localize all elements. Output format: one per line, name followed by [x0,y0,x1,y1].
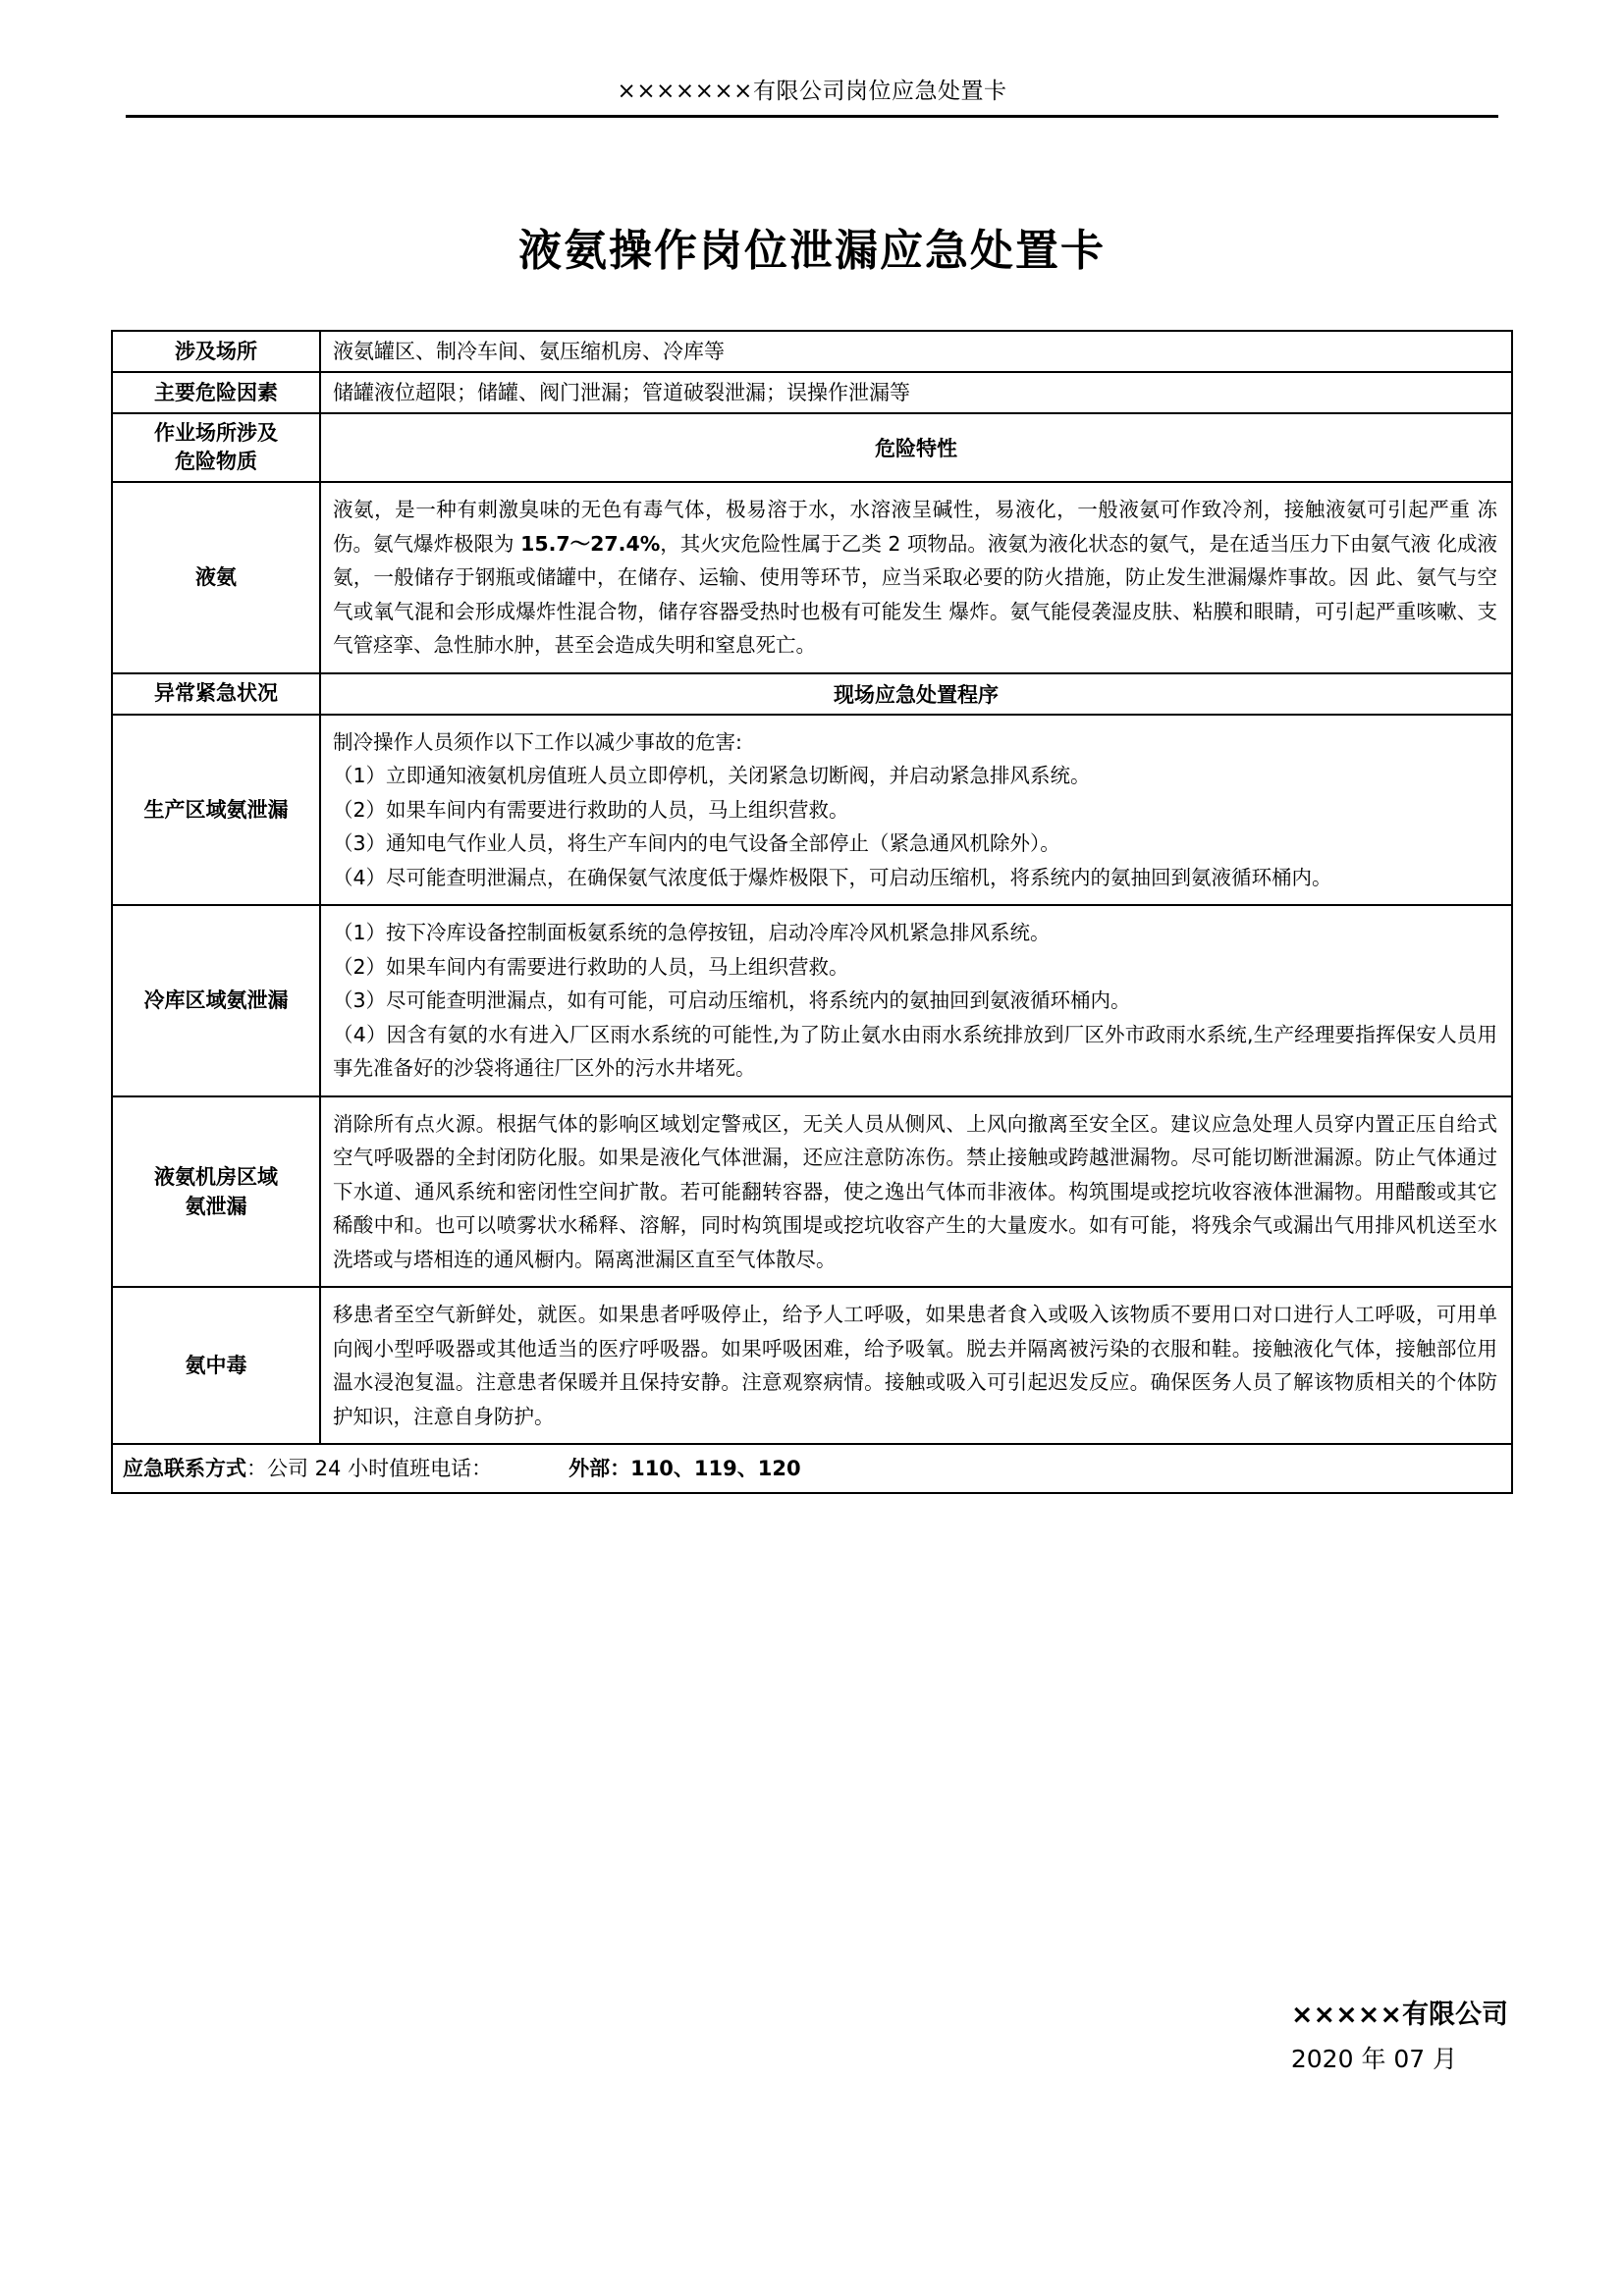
table-row-coldstore-area-leak [112,905,1512,1096]
row-label-hazard-substance [112,413,320,482]
signature-date: 2020 年 07 月 [1290,2045,1458,2073]
row-label-machineroom-area-leak: 液氨机房区域 氨泄漏 [112,1096,320,1288]
table-row-ammonia-poisoning [112,1287,1512,1444]
row-value-procedure-title: 现场应急处置程序 [320,673,1512,715]
table-row-production-area-leak [112,715,1512,906]
row-value-hazard-characteristics: 危险特性 [320,413,1512,482]
row-value-ammonia-description [320,482,1512,673]
row-value-coldstore-area-leak [320,905,1512,1096]
ammonia-explosion-limit: 15.7～27.4% [520,531,661,556]
row-value-hazard-factors: 储罐液位超限；储罐、阀门泄漏；管道破裂泄漏；误操作泄漏等 [320,372,1512,413]
row-value-ammonia-poisoning [320,1287,1512,1444]
row-label-ammonia-poisoning: 氨中毒 [112,1287,320,1444]
row-label-site: 涉及场所 [112,331,320,372]
procedure-line: 移患者至空气新鲜处，就医。如果患者呼吸停止，给予人工呼吸，如果患者食入或吸入该物质不要用口对口进行人工呼吸，可用单向阀小型呼吸器或其他适当的医疗呼吸器。如果呼吸困难，给予吸氧。脱去并隔离被污染的衣服和鞋。接触液化气体，接触部位用温水浸泡复温。注意患者保暖并且保持安静。注意观察病情。接触或吸入可引起迟发反应。确保医务人员了解该物质相关的个体防护知识，注意自身防护。 [333,1303,1497,1428]
emergency-contact-cell [112,1444,1512,1493]
procedure-line: 消除所有点火源。根据气体的影响区域划定警戒区，无关人员从侧风、上风向撤离至安全区。建议应急处理人员穿内置正压自给式空气呼吸器的全封闭防化服。如果是液化气体泄漏，还应注意防冻伤。禁止接触或跨越泄漏物。尽可能切断泄漏源。防止气体通过下水道、通风系统和密闭性空间扩散。若可能翻转容器，使之逸出气体而非液体。构筑围堤或挖坑收容液体泄漏物。用醋酸或其它稀酸中和。也可以喷雾状水稀释、溶解，同时构筑围堤或挖坑收容产生的大量废水。如有可能，将残余气或漏出气用排风机送至水洗塔或与塔相连的通风橱内。隔离泄漏区直至气体散尽。 [333,1111,1497,1271]
table-row-site [112,331,1512,372]
page-header: ×××××××有限公司岗位应急处置卡 [617,79,1007,104]
procedure-line: （4）因含有氨的水有进入厂区雨水系统的可能性,为了防止氨水由雨水系统排放到厂区外市政雨水系统,生产经理要指挥保安人员用事先准备好的沙袋将通往厂区外的污水井堵死。 [333,1022,1497,1080]
header-divider [126,115,1498,118]
table-row-hazard-header [112,413,1512,482]
contact-external: 外部：110、119、120 [568,1457,801,1480]
ammonia-text-part1: 液氨，是一种有刺激臭味的无色有毒气体，极易溶于水，水溶液呈碱性，易液化，一般液氨可作致冷剂，接触液氨可引起严重 冻伤。氨气爆炸极限为 [333,498,1497,556]
procedure-line: （4）尽可能查明泄漏点，在确保氨气浓度低于爆炸极限下，可启动压缩机，将系统内的氨抽回到氨液循环桶内。 [333,865,1332,889]
table-row-procedure-header [112,673,1512,715]
procedure-line: （2）如果车间内有需要进行救助的人员，马上组织营救。 [333,954,849,979]
procedure-line: （1）按下冷库设备控制面板氨系统的急停按钮，启动冷库冷风机紧急排风系统。 [333,921,1051,944]
procedure-line: （3）通知电气作业人员，将生产车间内的电气设备全部停止（紧急通风机除外）。 [333,831,1060,855]
contact-label: 应急联系方式 [123,1457,246,1480]
row-value-production-area-leak [320,715,1512,906]
table-row-hazard-factors [112,372,1512,413]
table-row-machineroom-area-leak [112,1096,1512,1288]
signature-company: ×××××有限公司 [1290,2000,1508,2030]
procedure-line: （2）如果车间内有需要进行救助的人员，马上组织营救。 [333,797,849,822]
row-label-emergency-status: 异常紧急状况 [112,673,320,715]
row-label-hazard-factors: 主要危险因素 [112,372,320,413]
ammonia-text-part2: ，其火灾危险性属于乙类 2 项物品。液氨为液化状态的氨气，是在适当压力下由氨气液 化成液氨，一般储存于钢瓶或储罐中，在储存、运输、使用等环节，应当采取必要的防火措施，防止发生泄漏爆炸事故。因 此、氨气与空气或氧气混和会形成爆炸性混合物，储存容器受热时也极有可能发生 爆炸。氨气能侵袭湿皮肤、粘膜和眼睛，可引起严重咳嗽、支气管痉挛、急性肺水肿，甚至会造成失明和窒息死亡。 [333,531,1498,657]
row-value-site: 液氨罐区、制冷车间、氨压缩机房、冷库等 [320,331,1512,372]
row-label-ammonia: 液氨 [112,482,320,673]
hazard-substance-line2: 危险物质 [175,450,257,473]
procedure-line: （1）立即通知液氨机房值班人员立即停机，关闭紧急切断阀，并启动紧急排风系统。 [333,764,1091,787]
table-row-ammonia [112,482,1512,673]
hazard-substance-line1: 作业场所涉及 [154,421,278,445]
emergency-card-table [111,330,1513,1494]
contact-internal: ：公司 24 小时值班电话： [246,1457,493,1480]
page-title: 液氨操作岗位泄漏应急处置卡 [518,226,1106,276]
procedure-line: （3）尽可能查明泄漏点，如有可能，可启动压缩机，将系统内的氨抽回到氨液循环桶内。 [333,988,1131,1012]
row-label-production-area-leak: 生产区域氨泄漏 [112,715,320,906]
row-label-coldstore-area-leak: 冷库区域氨泄漏 [112,905,320,1096]
row-value-machineroom-area-leak [320,1096,1512,1288]
procedure-line: 制冷操作人员须作以下工作以减少事故的危害: [333,729,742,754]
table-row-contact [112,1444,1512,1493]
signature-block [1291,1993,1508,2081]
